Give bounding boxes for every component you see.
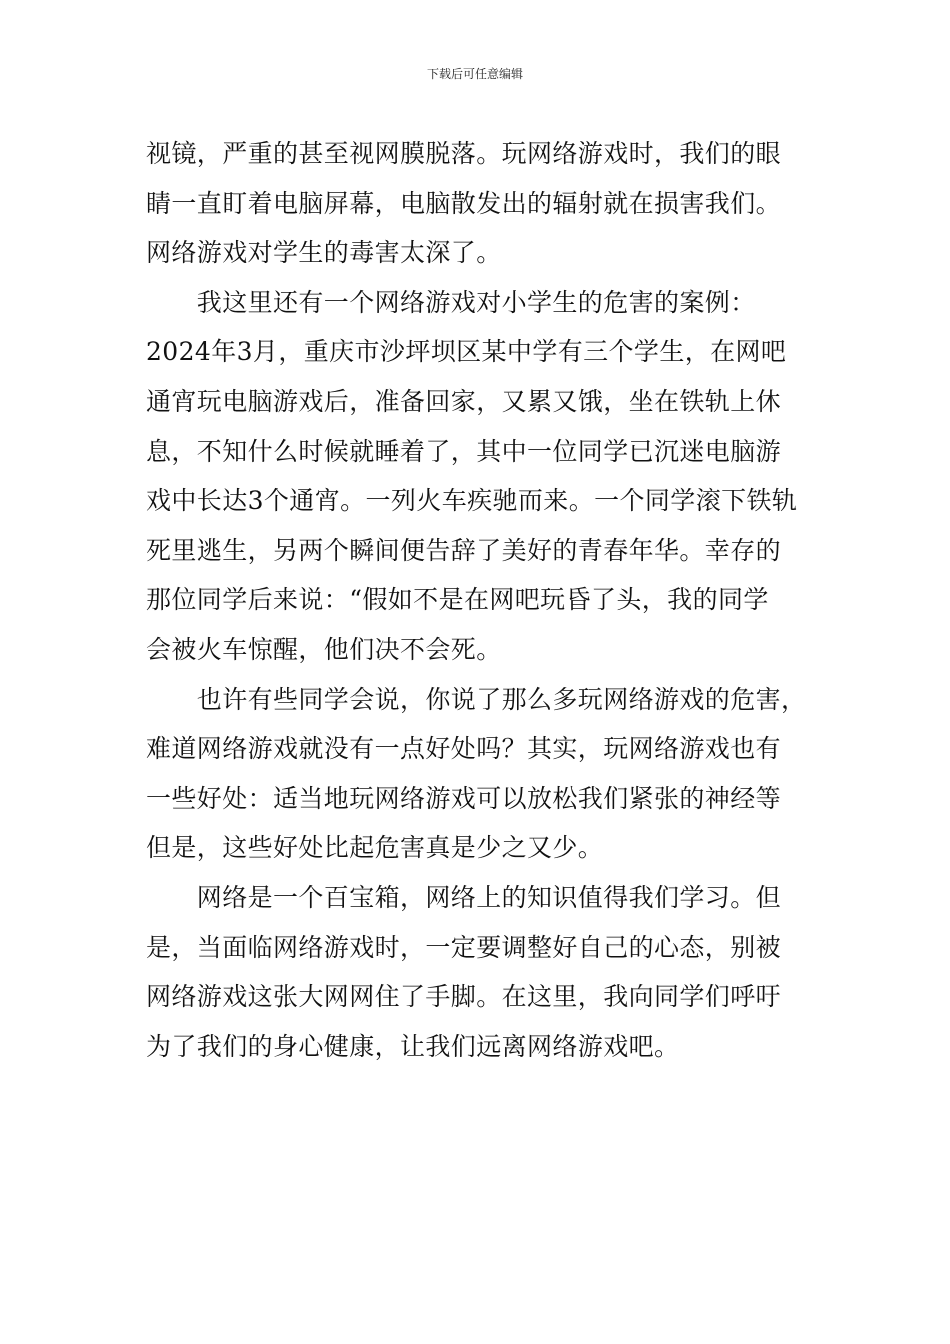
text-line-2: 睛一直盯着电脑屏幕，电脑散发出的辐射就在损害我们。 <box>146 188 782 218</box>
text-line-14: 一些好处：适当地玩网络游戏可以放松我们紧张的神经等 <box>146 783 782 813</box>
document-body <box>146 129 826 1071</box>
text-line-17: 是，当面临网络游戏时，一定要调整好自己的心态，别被 <box>146 932 782 962</box>
text-line-15: 但是，这些好处比起危害真是少之又少。 <box>146 833 604 863</box>
text-line-16: 网络是一个百宝箱，网络上的知识值得我们学习。但 <box>146 882 782 912</box>
text-line-1: 视镜，严重的甚至视网膜脱落。玩网络游戏时，我们的眼 <box>146 139 782 168</box>
text-line-7: 息，不知什么时候就睡着了，其中一位同学已沉迷电脑游 <box>146 436 782 466</box>
text-line-3: 网络游戏对学生的毒害太深了。 <box>146 238 502 268</box>
text-line-9: 死里逃生，另两个瞬间便告辞了美好的青春年华。幸存的 <box>146 535 782 565</box>
text-line-19: 为了我们的身心健康，让我们远离网络游戏吧。 <box>146 1031 680 1061</box>
text-line-10: 那位同学后来说：“假如不是在网吧玩昏了头，我的同学 <box>146 585 769 615</box>
page-header: 下载后可任意编辑 <box>426 67 523 81</box>
text-line-13: 难道网络游戏就没有一点好处吗？其实，玩网络游戏也有 <box>146 734 782 764</box>
text-line-12: 也许有些同学会说，你说了那么多玩网络游戏的危害， <box>146 684 807 714</box>
text-line-18: 网络游戏这张大网网住了手脚。在这里，我向同学们呼吁 <box>146 982 782 1012</box>
text-line-6: 通宵玩电脑游戏后，准备回家，又累又饿，坐在铁轨上休 <box>146 386 782 416</box>
text-line-11: 会被火车惊醒，他们决不会死。 <box>146 634 502 664</box>
text-line-4: 我这里还有一个网络游戏对小学生的危害的案例： <box>146 287 756 317</box>
text-line-5: 2024年3月，重庆市沙坪坝区某中学有三个学生，在网吧 <box>146 337 787 367</box>
text-line-8: 戏中长达3个通宵。一列火车疾驰而来。一个同学滚下铁轨 <box>146 486 798 516</box>
